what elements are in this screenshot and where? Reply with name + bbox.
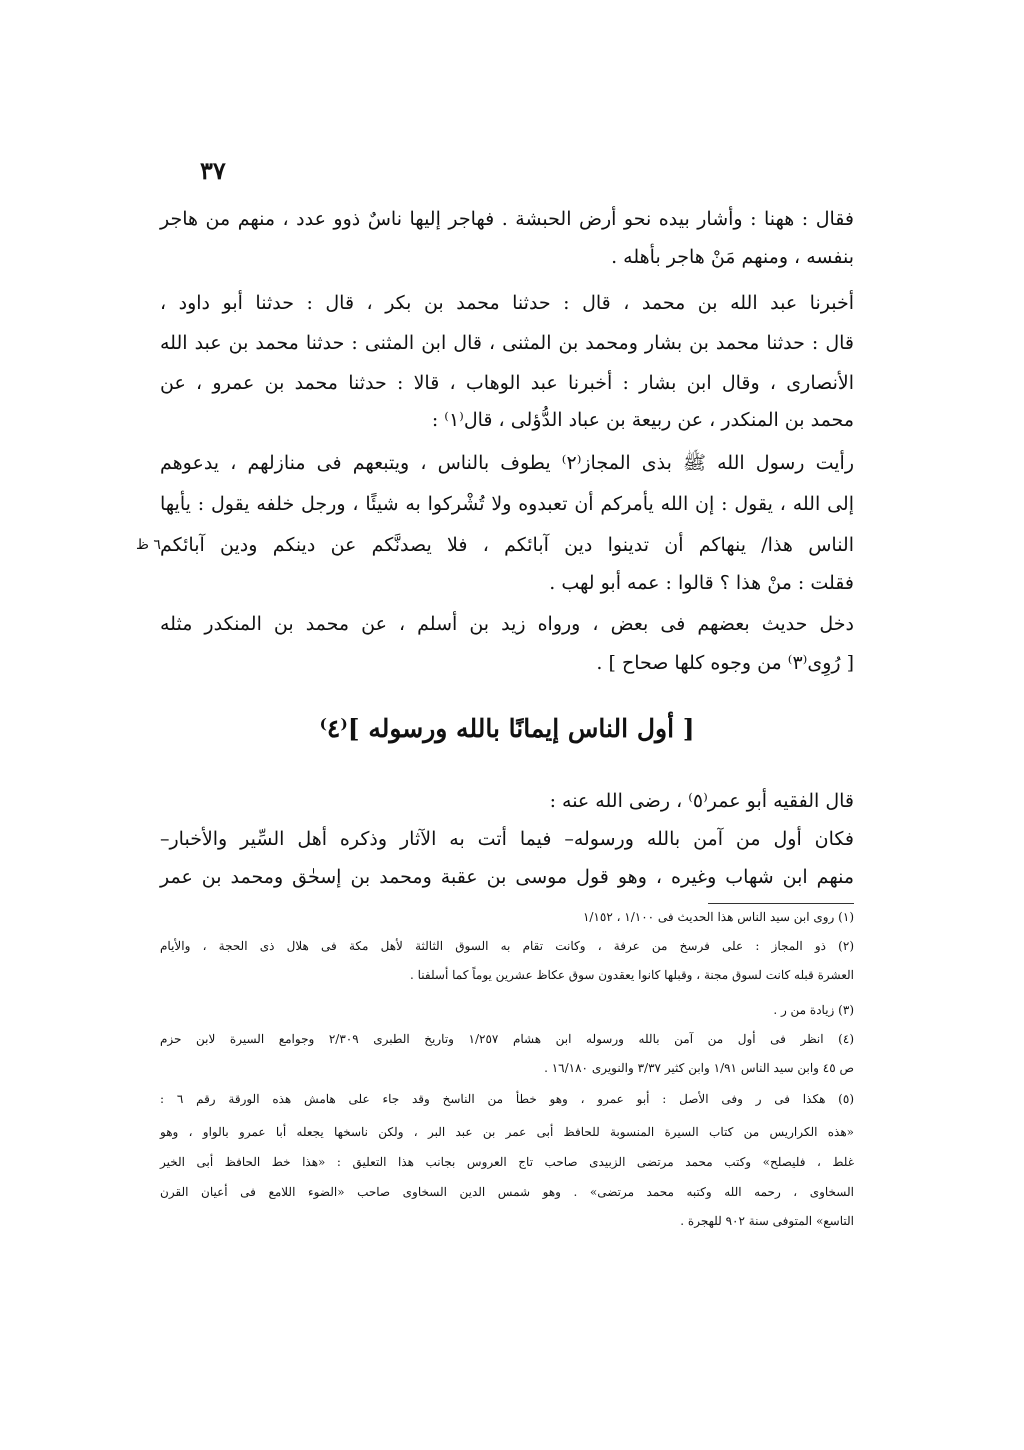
footnote-line: السخاوى ، رحمه الله وكتبه محمد مرتضى» . وهو شمس الدين السخاوى صاحب «الضوء اللامع فى أعيان القرن <box>160 1185 854 1199</box>
footnote-separator <box>708 903 854 904</box>
footnote-line: غلط ، فليصلح» وكتب محمد مرتضى الزبيدى صاحب تاج العروس بجانب هذا التعليق : «هذا خط الحافظ أبى الخير <box>160 1155 855 1169</box>
body-line: فقلت : منْ هذا ؟ قالوا : عمه أبو لهب . <box>549 572 854 594</box>
body-line: دخل حديث بعضهم فى بعض ، ورواه زيد بن أسلم ، عن محمد بن المنكدر مثله <box>160 613 854 635</box>
body-line: قال : حدثنا محمد بن بشار ومحمد بن المثنى ، قال ابن المثنى : حدثنا محمد بن عبد الله <box>160 332 854 354</box>
body-line: فكان أول من آمن بالله ورسوله– فيما أتت به الآثار وذكره أهل السِّير والأخبار– <box>160 828 854 850</box>
body-line: رأيت رسول الله ﷺ بذى المجاز⁽٢⁾ يطوف بالناس ، ويتبعهم فى منازلهم ، يدعوهم <box>160 452 855 474</box>
footnote-line: (٤) انظر فى أول من آمن بالله ورسوله ابن هشام ١/٢٥٧ وتاريخ الطبرى ٢/٣٠٩ وجوامع السيرة لابن حزم <box>160 1032 854 1046</box>
footnote-line: ص ٤٥ وابن سيد الناس ١/٩١ وابن كثير ٣/٣٧ والنويرى ١٦/١٨٠ . <box>544 1061 854 1075</box>
body-line: إلى الله ، يقول : إن الله يأمركم أن تعبدوه ولا تُشْركوا به شيئًا ، ورجل خلفه يقول : يأيها <box>160 493 854 515</box>
body-line: فقال : ههنا : وأشار بيده نحو أرض الحبشة . فهاجر إليها ناسٌ ذوو عدد ، منهم من هاجر <box>160 208 854 230</box>
body-line: قال الفقيه أبو عمر⁽٥⁾ ، رضى الله عنه : <box>549 790 854 812</box>
body-line: أخبرنا عبد الله بن محمد ، قال : حدثنا محمد بن بكر ، قال : حدثنا أبو داود ، <box>160 292 854 314</box>
footnote-line: «هذه الكراريس من كتاب السيرة المنسوبة للحافظ أبى عمر بن عبد البر ، ولكن ناسخها يجعله أبا عمرو بالواو ، وهو <box>160 1125 854 1139</box>
body-line: بنفسه ، ومنهم مَنْ هاجر بأهله . <box>611 246 854 268</box>
section-heading: [ أول الناس إيمانًا بالله ورسوله ]⁽٤⁾ <box>319 714 695 743</box>
footnote-line: (١) روى ابن سيد الناس هذا الحديث فى ١/١٠٠ ، ١/١٥٢ <box>582 910 854 924</box>
body-line: [ رُوِى⁽٣⁾ من وجوه كلها صحاح ] . <box>596 652 854 674</box>
footnote-line: التاسع» المتوفى سنة ٩٠٢ للهجرة . <box>680 1214 854 1228</box>
body-line: الناس هذا/ ينهاكم أن تدينوا دين آبائكم ، فلا يصدنَّكم عن دينكم ودين آبائكم <box>160 534 854 556</box>
body-line: محمد بن المنكدر ، عن ربيعة بن عباد الدُّؤلى ، قال⁽١⁾ : <box>431 409 854 431</box>
body-line: منهم ابن شهاب وغيره ، وهو قول موسى بن عقبة ومحمد بن إسحٰق ومحمد بن عمر <box>160 866 854 888</box>
footnote-line: (٥) هكذا فى ر وفى الأصل : أبو عمرو ، وهو خطأ من الناسخ وقد جاء على هامش هذه الورقة رقم ٦ : <box>160 1092 855 1106</box>
footnote-line: العشرة قبله كانت لسوق مجنة ، وقبلها كانوا يعقدون سوق عكاظ عشرين يوماً كما أسلفنا . <box>409 968 854 982</box>
footnote-line: (٣) زيادة من ر . <box>773 1003 854 1017</box>
margin-folio-note: ٦ ظ <box>136 537 161 553</box>
footnote-line: (٢) ذو المجاز : على فرسخ من عرفة ، وكانت تقام به السوق الثالثة لأهل مكة فى هلال ذى الحجة ، والأيام <box>160 939 854 953</box>
page-number: ٣٧ <box>200 156 226 185</box>
body-line: الأنصارى ، وقال ابن بشار : أخبرنا عبد الوهاب ، قالا : حدثنا محمد بن عمرو ، عن <box>160 372 854 394</box>
